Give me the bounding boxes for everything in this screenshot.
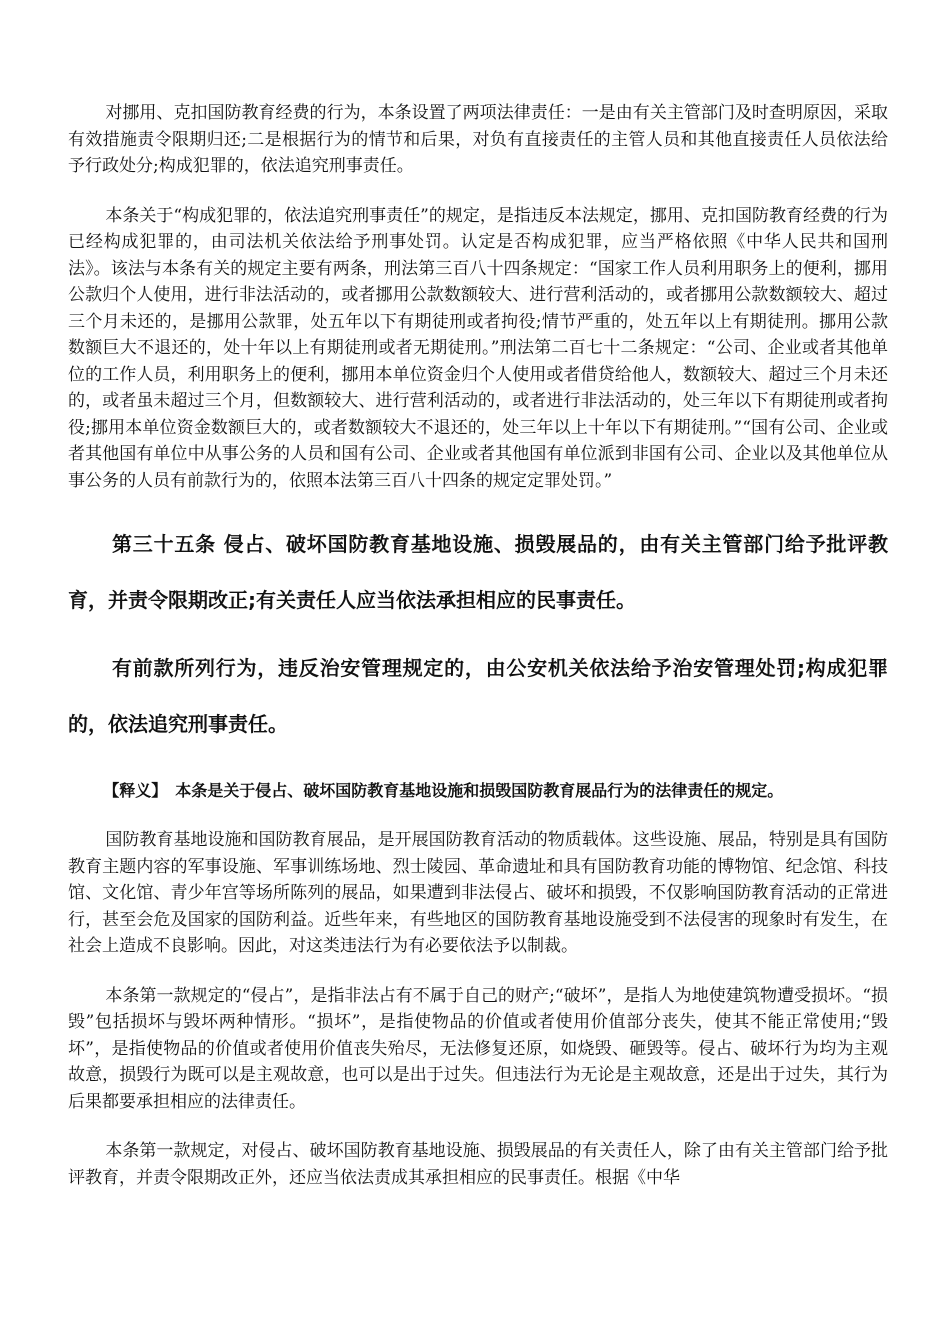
- paragraph-criminal-law: 本条关于“构成犯罪的，依法追究刑事责任”的规定，是指违反本法规定，挪用、克扣国防教育经费的行为已经构成犯罪的，由司法机关依法给予刑事处罚。认定是否构成犯罪，应当严格依照《中华人民共和国刑法》。该法与本条有关的规定主要有两条，刑法第三百八十四条规定：“国家工作人员利用职务上的便利，挪用公款归个人使用，进行非法活动的，或者挪用公款数额较大、进行营利活动的，或者挪用公款数额较大、超过三个月未还的，是挪用公款罪，处五年以下有期徒刑或者拘役;情节严重的，处五年以上有期徒刑。挪用公款数额巨大不退还的，处十年以上有期徒刑或者无期徒刑。”刑法第二百七十二条规定：“公司、企业或者其他单位的工作人员，利用职务上的便利，挪用本单位资金归个人使用或者借贷给他人，数额较大、超过三个月未还的，或者虽未超过三个月，但数额较大、进行营利活动的，或者进行非法活动的，处三年以下有期徒刑或者拘役;挪用本单位资金数额巨大的，或者数额较大不退还的，处三年以上十年以下有期徒刑。”“国有公司、企业或者其他国有单位中从事公务的人员和国有公司、企业或者其他国有单位派到非国有公司、企业以及其他单位从事公务的人员有前款行为的，依照本法第三百八十四条的规定定罪处罚。”: [68, 205, 888, 491]
- article-35-clause-1: 第三十五条 侵占、破坏国防教育基地设施、损毁展品的，由有关主管部门给予批评教育，并责令限期改正;有关责任人应当依法承担相应的民事责任。: [68, 532, 888, 612]
- article-35-clause-2: 有前款所列行为，违反治安管理规定的，由公安机关依法给予治安管理处罚;构成犯罪的，依法追究刑事责任。: [68, 656, 888, 736]
- interpretation-label: 【释义】: [103, 781, 168, 800]
- interpretation-heading: [68, 778, 888, 804]
- paragraph-fund-misuse: 对挪用、克扣国防教育经费的行为，本条设置了两项法律责任：一是由有关主管部门及时查明原因，采取有效措施责令限期归还;二是根据行为的情节和后果，对负有直接责任的主管人员和其他直接责任人员依法给予行政处分;构成犯罪的，依法追究刑事责任。: [68, 103, 888, 176]
- paragraph-definitions: 本条第一款规定的“侵占”，是指非法占有不属于自己的财产;“破坏”，是指人为地使建筑物遭受损坏。“损毁”包括损坏与毁坏两种情形。“损坏”，是指使物品的价值或者使用价值部分丧失，使其不能正常使用;“毁坏”，是指使物品的价值或者使用价值丧失殆尽，无法修复还原，如烧毁、砸毁等。侵占、破坏行为均为主观故意，损毁行为既可以是主观故意，也可以是出于过失。但违法行为无论是主观故意，还是出于过失，其行为后果都要承担相应的法律责任。: [68, 985, 888, 1112]
- paragraph-civil-liability: 本条第一款规定，对侵占、破坏国防教育基地设施、损毁展品的有关责任人，除了由有关主管部门给予批评教育，并责令限期改正外，还应当依法责成其承担相应的民事责任。根据《中华: [68, 1141, 888, 1188]
- interpretation-text: 本条是关于侵占、破坏国防教育基地设施和损毁国防教育展品行为的法律责任的规定。: [175, 781, 784, 800]
- paragraph-base-facilities: 国防教育基地设施和国防教育展品，是开展国防教育活动的物质载体。这些设施、展品，特别是具有国防教育主题内容的军事设施、军事训练场地、烈士陵园、革命遗址和具有国防教育功能的博物馆、纪念馆、科技馆、文化馆、青少年宫等场所陈列的展品，如果遭到非法侵占、破坏和损毁，不仅影响国防教育活动的正常进行，甚至会危及国家的国防利益。近些年来，有些地区的国防教育基地设施受到不法侵害的现象时有发生，在社会上造成不良影响。因此，对这类违法行为有必要依法予以制裁。: [68, 830, 888, 956]
- document-page: [68, 100, 888, 1191]
